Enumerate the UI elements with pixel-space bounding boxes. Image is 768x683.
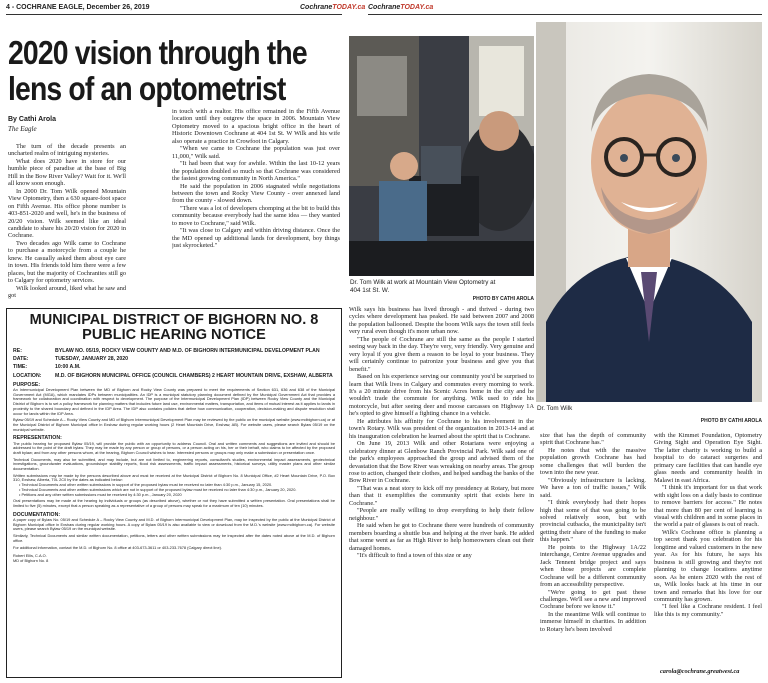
paragraph: "It's difficult to find a town of this size or any bbox=[357, 551, 472, 559]
page-folio: 4 - COCHRANE EAGLE, December 26, 2019 bbox=[6, 4, 150, 11]
paragraph: "Obviously infrastructure is lacking. We have a ton of traffic issues," Wilk said. bbox=[540, 476, 646, 499]
paragraph: In the meantime Wilk will continue to immerse himself in charities. In addition to Rotary he's been involved bbox=[540, 610, 646, 633]
article-column-3 bbox=[349, 306, 534, 678]
paragraph: "There was a lot of developers chomping at the bit to build this community because everybody had the same idea — they wanted to move to Cochrane," said Wilk. bbox=[172, 204, 340, 227]
author-email: carola@cochrane.greatwest.ca bbox=[660, 668, 740, 675]
paragraph: He attributes his affinity for Cochrane to his involvement in the town's Rotary. Wilk was president of the organization in 2013-14 and at his inauguration celebration he learned about the spirit that is Cochrane. bbox=[349, 417, 534, 440]
paragraph: Based on his experience serving our community you'd be surprised to learn that Wilk lives in Calgary and commutes every morning to work. It's a 20 minute drive from his Scenic Acres home in the city and he wouldn't trade the commute for anything. Wilk used to ride his motorcycle, but after seeing deer and moose carcasses on Highway 1A he's opted to give himself a fighting chance in a vehicle. bbox=[349, 373, 534, 418]
article-column-1 bbox=[8, 143, 126, 303]
notice-purpose-heading: PURPOSE: bbox=[13, 381, 41, 388]
notice-signer-org: MD of Bighorn No. 8 bbox=[13, 557, 49, 563]
paragraph: "It was close to Calgary and within driving distance. Once the the MD opened up additional lands for development, boy things just skyrocketed." bbox=[172, 227, 340, 250]
article-column-4 bbox=[540, 432, 646, 678]
paragraph: He said when he got to Cochrane there were hundreds of community members boarding a shuttle bus and helping at the river bank. He added that some went as far as High River to help homeowners clean out their damaged homes. bbox=[349, 522, 534, 552]
logo-accent: TODAY.ca bbox=[332, 4, 366, 11]
paragraph: He said the population in 2006 stagnated while negotiations between the town and Rocky View County - over annexed land from the county - slowed down. bbox=[172, 182, 340, 205]
publication-logo-left bbox=[300, 4, 365, 11]
byline-outlet: The Eagle bbox=[8, 125, 37, 133]
photo-wilk-at-work-image bbox=[349, 36, 534, 276]
photo-wilk-portrait-image bbox=[536, 22, 762, 402]
public-hearing-notice bbox=[6, 308, 342, 678]
notice-row-time: TIME: 10:00 A.M. bbox=[13, 364, 81, 371]
paragraph: "That was a neat story to kick off my presidency at Rotary, but more than that it exemplifies the community spirit that exists here in Cochrane." bbox=[349, 484, 534, 507]
photo-credit-2: PHOTO BY CATHI AROLA bbox=[700, 418, 762, 424]
paragraph: "When we came to Cochrane the population was just over 11,000," Wilk said. bbox=[172, 145, 340, 160]
paragraph: in touch with a realtor. His office remained in the Fifth Avenue location until they outgrew the space in 2006. Mountain View Optometry moved to a spacious bright office in the heart of Historic Downtown Cochrane at 404 1st St. W Wilk and his wife also operate a practice in Crowfoot in Calgary. bbox=[172, 108, 340, 145]
paragraph: "It had been that way for awhile. Within the last 10-12 years the population doubled so much so that Cochrane was considered the fastest growing community in North America." bbox=[172, 160, 340, 183]
logo-main: Cochrane bbox=[368, 4, 401, 11]
photo-wilk-at-work bbox=[349, 36, 534, 276]
notice-representation-text: The public hearing for proposed Bylaw 05/19, will provide the public with an opportunity to address Council. Oral and written comments and suggestions are invited and should be addressed to the point of the draft bylaw. They may be made by any person or group of persons, or a person acting on his, her or their behalf, who claims to be affected by the proposed draft bylaw; and from any other persons whom, at the hearing, Bighorn Council wishes to hear. Interested persons or groups may only make a submission or presentation once. bbox=[13, 440, 335, 455]
headline-line-1: 2020 vision through the bbox=[8, 34, 307, 71]
paragraph: What does 2020 have in store for our humble piece of paradise at the base of Big Hill in the Bow River Valley? Wait for it. We'll all know soon enough. bbox=[8, 157, 126, 188]
notice-contact: For additional information, contact the M.D. of Bighorn No. 8 office at 403-673-3611 or 403-233-7678 (Calgary direct line). bbox=[13, 545, 222, 551]
notice-documentation-text-2: Similarly, Technical Documents and similar written documentation, petitions, letters and other written submissions may be inspected after the dates noted above at the M.D. of Bighorn office. bbox=[13, 533, 335, 543]
notice-representation-heading: REPRESENTATION: bbox=[13, 435, 62, 442]
header-rule-left bbox=[6, 14, 342, 15]
notice-representation-text-4: Oral presentations may be made at the hearing by individuals or groups (as described above), whether or not they have submitted a written presentation. Oral presentations shall be limited to five (5) minutes, except that a person speaking as a representative of a group of persons may speak for a maximum of ten (10) minutes. bbox=[13, 498, 335, 508]
photo-caption-2: Dr. Tom Wilk bbox=[537, 405, 573, 412]
publication-logo-right bbox=[368, 4, 433, 11]
logo-accent: TODAY.ca bbox=[400, 4, 434, 11]
paragraph: size that has the depth of community spirit that Cochrane has." bbox=[540, 432, 646, 447]
photo-credit-1: PHOTO BY CATHI AROLA bbox=[472, 296, 534, 302]
paragraph: "The people of Cochrane are still the same as the people I started seeing way back in the day. They're very, very friendly. Very genuine and very loyal if you give them a reason to be loyal to your business. They will certainly continue to patronize your business and give you that benefit." bbox=[349, 335, 534, 373]
paragraph: with the Kimmet Foundation, Optometry Giving Sight and Operation Eye Sight. The latter charity is working to build a hospital to do cataract surgeries and primary care facilities that can handle eye glass needs and community health in Malawi in east Africa. bbox=[654, 432, 762, 484]
notice-purpose-text-2: Bylaw 05/19 and Schedule A – Rocky View County and MD of Bighorn Intermunicipal Development Plan may be reviewed by the public on the municipal website (www.mdbighorn.ca) or at the Municipal District of Bighorn Municipal office in Exshaw during regular working hours (2 Heart Mountain Drive, Exshaw, AB). For website users, please search Bylaw 05/19 on the municipal website. bbox=[13, 417, 335, 432]
article-column-2 bbox=[172, 108, 340, 303]
paragraph: "I think everybody had their hopes high that some of that was going to be solved relatively soon, but with provincial cutbacks, the municipality isn't getting their share of the funding to make this happen." bbox=[540, 499, 646, 544]
paragraph: "We're going to get past these challenges. We'll see a new and improved Cochrane before we know it." bbox=[540, 588, 646, 611]
notice-row-date: DATE: TUESDAY, JANUARY 28, 2020 bbox=[13, 356, 129, 363]
notice-title: MUNICIPAL DISTRICT OF BIGHORN NO. 8 bbox=[29, 312, 319, 328]
notice-documentation-heading: DOCUMENTATION: bbox=[13, 511, 61, 518]
byline: By Cathi Arola bbox=[8, 116, 56, 123]
article-column-5 bbox=[654, 432, 762, 668]
header-rule-right bbox=[368, 14, 762, 15]
notice-bullet: • Technical Documents and other written submissions in support of the proposed bylaw must be received no later than 4:30 p.m., January 15, 2020. bbox=[19, 482, 273, 488]
notice-purpose-text: An Intermunicipal Development Plan between the MD of Bighorn and Rocky View County was prepared to meet the requirements of Section 631, 636 and 638 of the Municipal Government Act (MGA), which mandates IDPs between municipalities. An IDP is a municipal statutory planning document defined by the Municipal Government Act that provides a framework for collaboration and coordination with respect to development. The purpose of the Intermunicipal Development Plan (IDP) between Rocky View County and the Municipal District of Bighorn is to set a policy framework for planning matters that includes future land use, environmental matters, transportation, and items of mutual interest as it applies to lands in proximity to the shared boundary and defined in the IDP Area. The IDP also contains policies that define how communication, cooperation, decision-making and dispute resolution shall occur for lands within the IDP Area. bbox=[13, 387, 335, 416]
notice-row-location: LOCATION: M.D. OF BIGHORN MUNICIPAL OFFICE (COUNCIL CHAMBERS) 2 HEART MOUNTAIN DRIVE, EXSHAW, ALBERTA bbox=[13, 372, 333, 379]
notice-signer: Robert Ellis, C.A.O. bbox=[13, 553, 47, 559]
notice-row-re: RE: BYLAW NO. 05/19, ROCKY VIEW COUNTY AND M.D. OF BIGHORN INTERMUNICIPAL DEVELOPMENT PLAN bbox=[13, 348, 320, 354]
paragraph: In 2000 Dr. Tom Wilk opened Mountain View Optometry, then a 630 square-foot space on Fifth Avenue. His office phone number is 403-851-2020 and well, he's in the business of 20/20 vision. Wilk seemed like an ideal candidate to share his 20/20 vision for 2020 in Cochrane. bbox=[8, 187, 126, 240]
paragraph: Wilk looked around, liked what he saw and got bbox=[8, 284, 126, 300]
notice-subtitle: PUBLIC HEARING NOTICE bbox=[82, 327, 266, 343]
paragraph: He notes that with the massive population growth Cochrane has had some challenges that will burden the town into the new year. bbox=[540, 446, 646, 477]
notice-representation-text-2: Technical Documents, may also be submitted, and may include, but are not limited to, engineering reports, consultant's studies, environmental impact assessments, geotechnical investigations, groundwater evaluations, groundslope stability reports, flood risk assessments, traffic impact assessments, historical surveys, utility master plans and other similar documentation. bbox=[13, 456, 335, 472]
notice-bullet: • Petitions and any other written submissions must be received by 4:30 p.m., January 20, 2020 bbox=[19, 491, 182, 497]
paragraph: He points to the Highway 1A/22 interchange, Centre Avenue upgrades and Jack Tennent bridge project and says when those projects are complete Cochrane will be a different community from an accessibility perspective. bbox=[540, 543, 646, 589]
photo-wilk-portrait bbox=[536, 22, 762, 402]
notice-documentation-text: A paper copy of Bylaw No. 05/19 and Schedule A – Rocky View County and M.D. of Bighorn Intermunicipal Development Plan, may be inspected by the public at the Municipal District of Bighorn Municipal office in Exshaw during regular working hours. A copy of Bylaw 05/19 is also available to view or download from the M.D.'s website (www.mdbighorn.ca). For website users, please search Bylaw 05/19 on the municipal website. bbox=[13, 516, 335, 532]
paragraph: On June 19, 2013 Wilk and other Rotarians were enjoying a celebratory dinner at Glenbow Ranch Provincial Park. Wilk said one of the park's employees approached the group and advised them of the devastation that the Bow River was wreaking on nearby areas. The group rose to action, changed their clothes, and helped sandbag the banks of the Bow River in Cochrane. bbox=[349, 440, 534, 485]
paragraph: Wilk says his business has lived through - and thrived - during two cycles where development has peaked. He said between 2007 and 2008 the population ballooned. Despite the boom Wilk says the town still feels very rural even though it's more urban now. bbox=[349, 306, 534, 336]
paragraph: "I think it's important for us that work with sight loss on a daily basis to continue to remove barriers for access." He notes that more than 80 per cent of learning is visual with children and in some places in the world a pair of glasses is out of reach. bbox=[654, 484, 762, 529]
paragraph: "I feel like a Cochrane resident. I feel like this is my community." bbox=[654, 603, 762, 618]
paragraph: The turn of the decade presents an uncharted realm of intriguing mysteries. bbox=[8, 143, 126, 158]
notice-representation-text-3: Written submissions may be made by the persons described above and must be received at the Municipal District of Bighorn No. 8 Municipal Office, #2 Heart Mountain Drive, P.O. Box 310, Exshaw, Alberta, T0L 2C0 by the dates as indicated below: bbox=[13, 472, 335, 483]
paragraph: Two decades ago Wilk came to Cochrane to purchase a motorcycle from a couple he knew. He casually asked them about eye care in town. His friends told him there were a few places, but the majority of Cochranites still go to Calgary for optometry services. bbox=[8, 239, 126, 285]
notice-bullet: • Technical Documents and other written submissions which are not in support of the proposed bylaw must be received no later than 4:30 p.m., January 20, 2020. bbox=[19, 486, 297, 492]
logo-main: Cochrane bbox=[300, 4, 333, 11]
photo-caption-1: Dr. Tom Wilk at work at Mountain View Optometry at 404 1st St. W. bbox=[350, 279, 496, 294]
paragraph: "People are really willing to drop everything to help their fellow neighbour." bbox=[349, 507, 534, 522]
paragraph: Wilk's Cochrane office is planning a top secret thank you celebration for his longtime and valued customers in the new year. As for his future, he says his business is still growing and they're not planning to change locations anytime soon. As he enters 2020 with the rest of us, Wilk looks back at his time in our town and remarks that his love for our community has grown. bbox=[654, 528, 762, 603]
headline-line-2: lens of an optometrist bbox=[8, 70, 286, 107]
